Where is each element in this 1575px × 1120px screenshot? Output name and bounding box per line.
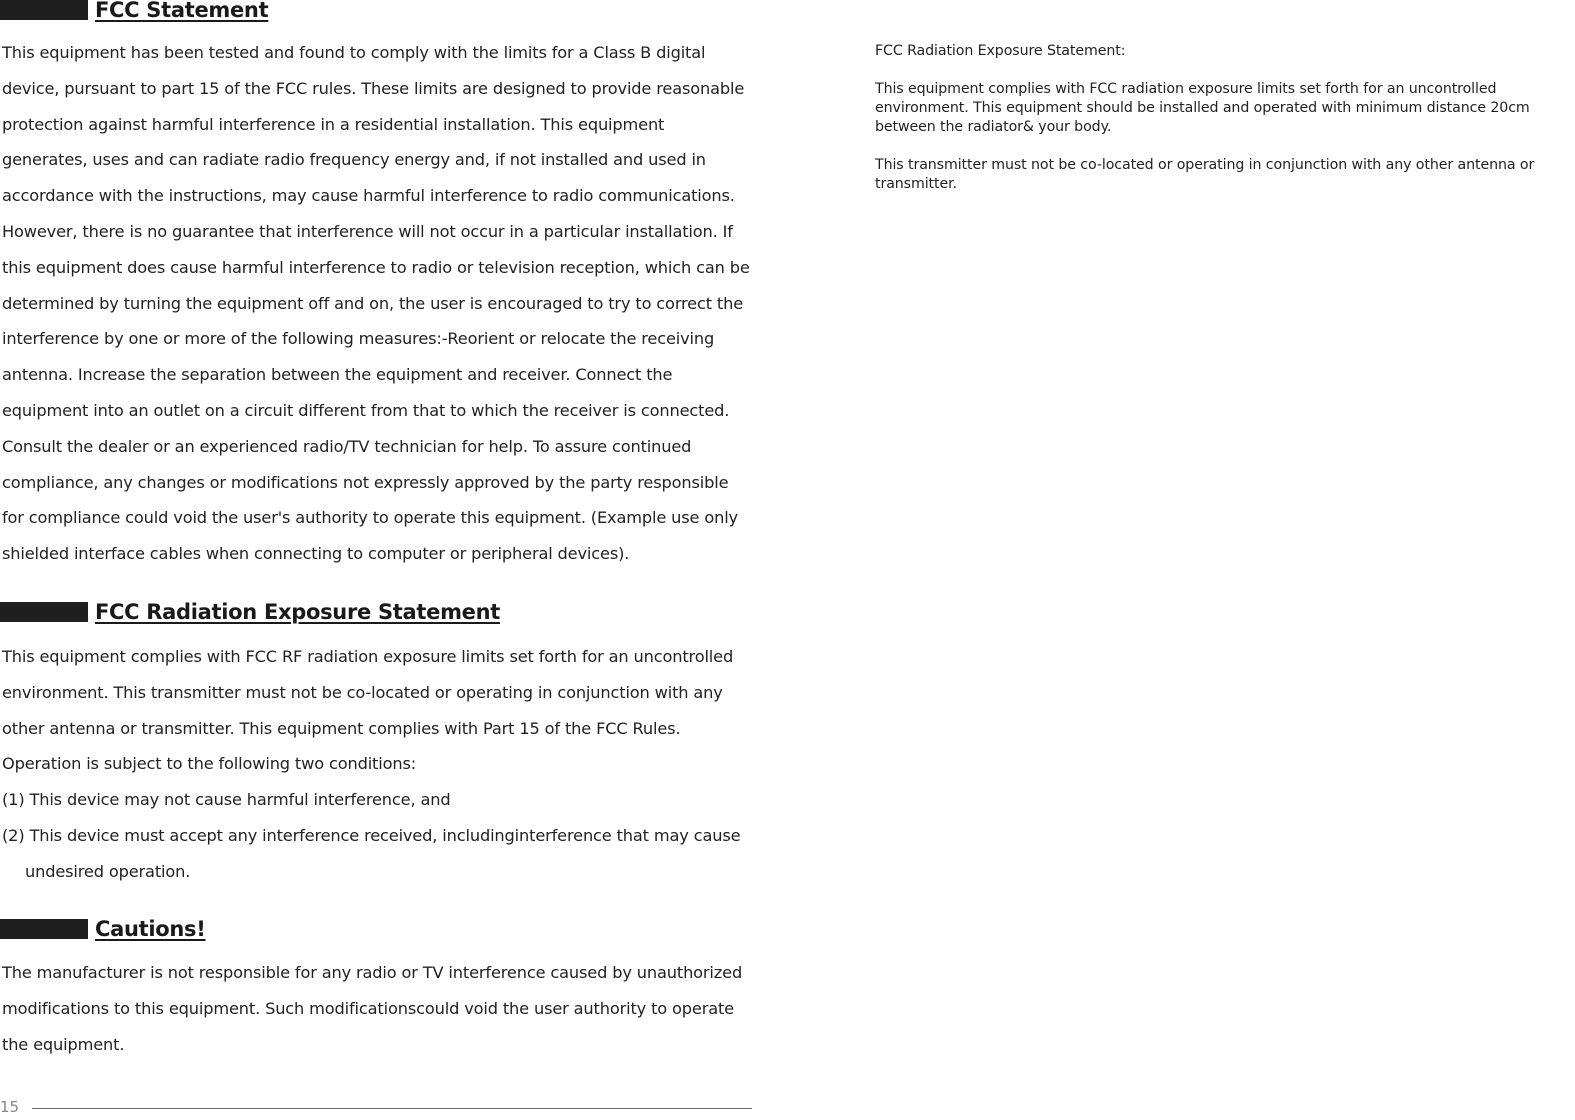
right-column-paragraph: This equipment complies with FCC radiation exposure limits set forth for an uncontrolled environment. This equipment should be installed and operated with minimum distance 20cm between the radiator& your body. bbox=[875, 81, 1530, 135]
condition-item: (1) This device may not cause harmful interference, and bbox=[2, 790, 451, 809]
footer-divider bbox=[32, 1108, 752, 1109]
heading-bar-decoration bbox=[0, 0, 88, 20]
heading-bar-decoration bbox=[0, 919, 88, 939]
fcc-statement-body: This equipment has been tested and found to comply with the limits for a Class B digital device, pursuant to part 15 of the FCC rules. These limits are designed to provide reasonable protection against harmful interference in a residential installation. This equipment generates, uses and can radiate radio frequency energy and, if not installed and used in accordance with the instructions, may cause harmful interference to radio communications. However, there is no guarantee that interference will not occur in a particular installation. If this equipment does cause harmful interference to radio or television reception, which can be determined by turning the equipment off and on, the user is encouraged to try to correct the interference by one or more of the following measures:-Reorient or relocate the receiving antenna. Increase the separation between the equipment and receiver. Connect the equipment into an outlet on a circuit different from that to which the receiver is connected. Consult the dealer or an experienced radio/TV technician for help. To assure continued compliance, any changes or modifications not expressly approved by the party responsible for compliance could void the user's authority to operate this equipment. (Example use only shielded interface cables when connecting to computer or peripheral devices). bbox=[2, 43, 750, 564]
fcc-statement-heading bbox=[0, 0, 268, 24]
condition-item: (2) This device must accept any interference received, includinginterference that may cause undesired operation. bbox=[2, 825, 741, 881]
fcc-statement-title: FCC Statement bbox=[95, 0, 269, 22]
page-number: 15 bbox=[0, 1098, 20, 1116]
cautions-heading bbox=[0, 915, 206, 943]
fcc-radiation-heading bbox=[0, 598, 500, 626]
right-column-paragraph: This transmitter must not be co-located or operating in conjunction with any other antenna or transmitter. bbox=[875, 157, 1535, 192]
right-column-heading: FCC Radiation Exposure Statement: bbox=[875, 43, 1126, 59]
fcc-radiation-body: This equipment complies with FCC RF radiation exposure limits set forth for an uncontrolled environment. This transmitter must not be co-located or operating in conjunction with any other antenna or transmitter. This equipment complies with Part 15 of the FCC Rules. Operation is subject to the following two conditions: bbox=[2, 647, 734, 774]
cautions-title: Cautions! bbox=[95, 917, 206, 941]
cautions-body: The manufacturer is not responsible for any radio or TV interference caused by unauthorized modifications to this equipment. Such modificationscould void the user authority to operate the equipment. bbox=[2, 963, 743, 1054]
fcc-radiation-title: FCC Radiation Exposure Statement bbox=[95, 600, 500, 624]
heading-bar-decoration bbox=[0, 602, 88, 622]
conditions-list bbox=[2, 782, 772, 889]
right-column bbox=[875, 42, 1575, 213]
